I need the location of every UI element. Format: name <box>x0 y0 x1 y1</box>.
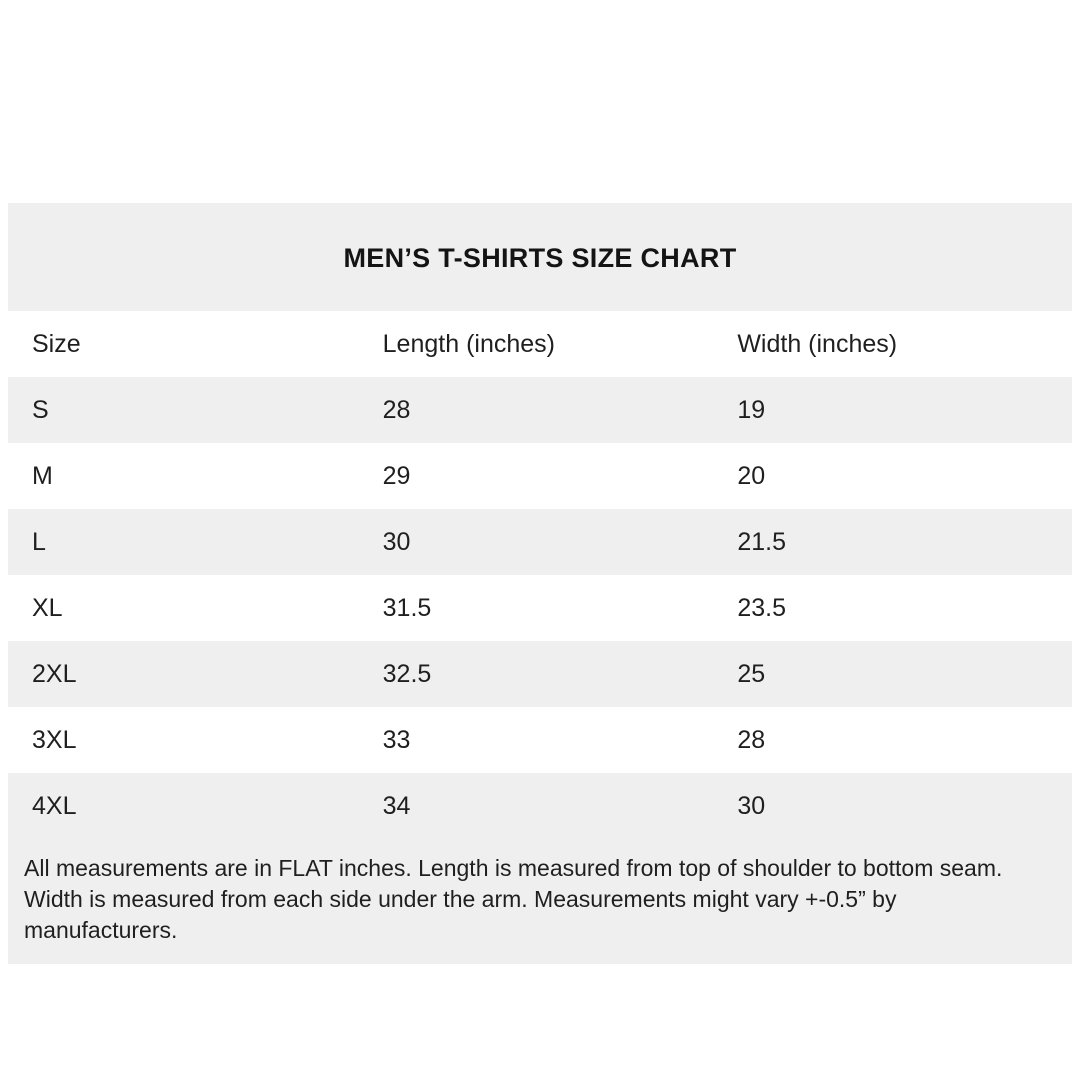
cell-width: 30 <box>717 773 1072 839</box>
cell-size: S <box>8 377 363 443</box>
cell-length: 32.5 <box>363 641 718 707</box>
cell-size: L <box>8 509 363 575</box>
column-header-length: Length (inches) <box>363 311 718 377</box>
page-title: MEN’S T-SHIRTS SIZE CHART <box>8 203 1072 311</box>
table-row <box>8 641 1072 707</box>
size-chart-table <box>8 203 1072 839</box>
cell-size: 3XL <box>8 707 363 773</box>
cell-length: 30 <box>363 509 718 575</box>
table-title-row <box>8 203 1072 311</box>
cell-size: 2XL <box>8 641 363 707</box>
cell-width: 21.5 <box>717 509 1072 575</box>
footnote-line-1: All measurements are in FLAT inches. Length is measured from top of shoulder to bottom seam. <box>24 855 1003 881</box>
size-chart-container <box>8 203 1072 964</box>
table-row <box>8 773 1072 839</box>
table-header-row <box>8 311 1072 377</box>
cell-length: 31.5 <box>363 575 718 641</box>
cell-length: 33 <box>363 707 718 773</box>
cell-length: 29 <box>363 443 718 509</box>
cell-length: 34 <box>363 773 718 839</box>
cell-size: 4XL <box>8 773 363 839</box>
cell-size: XL <box>8 575 363 641</box>
table-row <box>8 443 1072 509</box>
cell-width: 19 <box>717 377 1072 443</box>
cell-width: 23.5 <box>717 575 1072 641</box>
column-header-width: Width (inches) <box>717 311 1072 377</box>
table-row <box>8 509 1072 575</box>
table-row <box>8 377 1072 443</box>
table-body <box>8 377 1072 839</box>
cell-width: 20 <box>717 443 1072 509</box>
table-row <box>8 707 1072 773</box>
cell-width: 25 <box>717 641 1072 707</box>
table-row <box>8 575 1072 641</box>
table-head <box>8 203 1072 377</box>
column-header-size: Size <box>8 311 363 377</box>
cell-size: M <box>8 443 363 509</box>
cell-length: 28 <box>363 377 718 443</box>
footnote-line-2: Width is measured from each side under the arm. Measurements might vary +-0.5” by manufacturers. <box>24 886 897 944</box>
measurement-footnote <box>8 839 1072 964</box>
cell-width: 28 <box>717 707 1072 773</box>
